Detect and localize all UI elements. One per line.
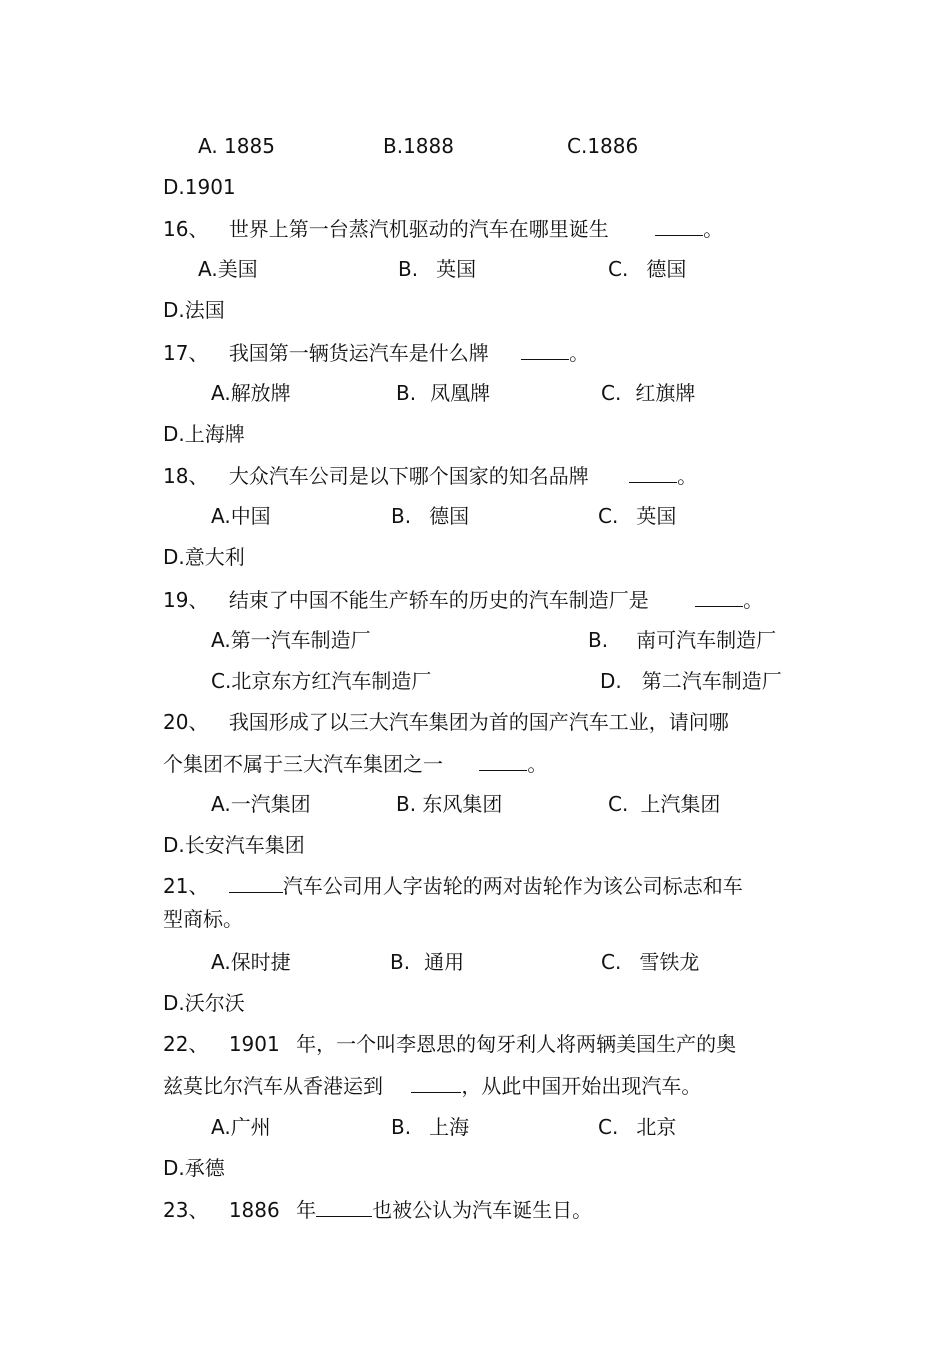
q19-end: 。 xyxy=(743,588,764,612)
q19-option-d xyxy=(600,668,782,694)
q16-option-b-letter: B. xyxy=(398,257,419,281)
q19-stem xyxy=(163,586,763,613)
q22-option-b xyxy=(391,1114,469,1140)
q20-number: 20、 xyxy=(163,710,209,734)
q15-option-a: A. 1885 xyxy=(198,134,275,158)
q22-number: 22、 xyxy=(163,1032,209,1056)
q20-stem-line1 xyxy=(163,709,729,735)
q20-option-a: A.一汽集团 xyxy=(211,792,311,816)
q19-option-b-text: 南可汽车制造厂 xyxy=(636,628,777,652)
q23-text-a: 年 xyxy=(296,1198,317,1222)
q22-option-b-text: 上海 xyxy=(429,1115,470,1139)
q15-option-c: C.1886 xyxy=(567,134,639,158)
q19-blank xyxy=(695,586,743,607)
q18-option-b-letter: B. xyxy=(391,504,412,528)
q22-blank xyxy=(411,1072,461,1093)
q17-end: 。 xyxy=(569,341,590,365)
q23-stem xyxy=(163,1196,592,1223)
q17-option-c-letter: C. xyxy=(601,381,622,405)
q21-option-b-letter: B. xyxy=(390,950,411,974)
q21-stem-line2: 型商标。 xyxy=(163,907,243,931)
q18-option-b-text: 德国 xyxy=(429,504,470,528)
q16-blank xyxy=(655,215,703,236)
q22-option-b-letter: B. xyxy=(391,1115,412,1139)
q18-stem xyxy=(163,462,697,489)
q22-option-d: D.承德 xyxy=(163,1156,225,1180)
q17-option-b-text: 凤凰牌 xyxy=(430,381,491,405)
q19-option-c: C.北京东方红汽车制造厂 xyxy=(211,669,432,693)
q18-end: 。 xyxy=(677,464,698,488)
q22-option-c xyxy=(598,1114,676,1140)
q18-option-d: D.意大利 xyxy=(163,545,245,569)
q18-option-c-text: 英国 xyxy=(636,504,677,528)
q17-stem xyxy=(163,339,589,366)
q17-text: 我国第一辆货运汽车是什么牌 xyxy=(228,341,489,365)
q20-text-1: 我国形成了以三大汽车集团为首的国产汽车工业，请问哪 xyxy=(228,710,729,734)
q16-option-b xyxy=(398,256,476,282)
q18-number: 18、 xyxy=(163,464,209,488)
q22-option-c-text: 北京 xyxy=(636,1115,677,1139)
q18-option-c xyxy=(598,503,676,529)
q16-end: 。 xyxy=(703,217,724,241)
q22-option-a: A.广州 xyxy=(211,1115,271,1139)
q16-option-d: D.法国 xyxy=(163,298,225,322)
q17-option-a: A.解放牌 xyxy=(211,381,291,405)
q19-option-b-letter: B. xyxy=(588,628,609,652)
q20-option-c-letter: C. xyxy=(608,792,629,816)
q21-blank xyxy=(229,872,283,893)
q20-option-d: D.长安汽车集团 xyxy=(163,833,305,857)
q22-text-2a: 兹莫比尔汽车从香港运到 xyxy=(163,1074,383,1098)
q22-text-2b: ，从此中国开始出现汽车。 xyxy=(461,1074,702,1098)
q20-option-c-text: 上汽集团 xyxy=(640,792,721,816)
q17-blank xyxy=(521,339,569,360)
q22-year: 1901 xyxy=(228,1032,280,1056)
q21-stem-line1 xyxy=(163,872,743,899)
q21-option-b xyxy=(390,949,464,975)
q17-option-c-text: 红旗牌 xyxy=(635,381,696,405)
q17-option-d: D.上海牌 xyxy=(163,422,245,446)
q16-number: 16、 xyxy=(163,217,209,241)
q20-stem-line2 xyxy=(163,750,547,777)
q17-option-b-letter: B. xyxy=(396,381,417,405)
q15-option-b: B.1888 xyxy=(383,134,454,158)
q21-option-c xyxy=(601,949,699,975)
q20-option-b: B. 东风集团 xyxy=(396,792,503,816)
q21-option-c-letter: C. xyxy=(601,950,622,974)
q20-option-c xyxy=(608,791,720,817)
q16-option-c xyxy=(608,256,686,282)
q21-text-1: 汽车公司用人字齿轮的两对齿轮作为该公司标志和车 xyxy=(282,874,743,898)
q15-option-d: D.1901 xyxy=(163,175,236,199)
q16-text: 世界上第一台蒸汽机驱动的汽车在哪里诞生 xyxy=(228,217,609,241)
q23-year: 1886 xyxy=(228,1198,280,1222)
q21-option-c-text: 雪铁龙 xyxy=(639,950,700,974)
q22-text-1: 年，一个叫李恩思的匈牙利人将两辆美国生产的奥 xyxy=(296,1032,737,1056)
q18-option-a: A.中国 xyxy=(211,504,271,528)
q16-option-c-text: 德国 xyxy=(646,257,687,281)
q18-blank xyxy=(629,462,677,483)
q16-stem xyxy=(163,215,723,242)
q21-option-a: A.保时捷 xyxy=(211,950,291,974)
q22-stem-line1 xyxy=(163,1031,736,1057)
q17-option-b xyxy=(396,380,490,406)
q17-option-c xyxy=(601,380,695,406)
q21-option-d: D.沃尔沃 xyxy=(163,991,245,1015)
q18-option-c-letter: C. xyxy=(598,504,619,528)
q19-text: 结束了中国不能生产轿车的历史的汽车制造厂是 xyxy=(228,588,649,612)
q17-number: 17、 xyxy=(163,341,209,365)
q18-option-b xyxy=(391,503,469,529)
q23-blank xyxy=(316,1196,372,1217)
q21-number: 21、 xyxy=(163,874,209,898)
q22-option-c-letter: C. xyxy=(598,1115,619,1139)
q20-blank xyxy=(479,750,527,771)
q19-option-b xyxy=(588,627,776,653)
q19-number: 19、 xyxy=(163,588,209,612)
q18-text: 大众汽车公司是以下哪个国家的知名品牌 xyxy=(228,464,589,488)
q20-text-2: 个集团不属于三大汽车集团之一 xyxy=(163,752,443,776)
q23-text-b: 也被公认为汽车诞生日。 xyxy=(372,1198,593,1222)
q19-option-d-letter: D. xyxy=(600,669,622,693)
q16-option-a: A.美国 xyxy=(198,257,258,281)
q22-stem-line2 xyxy=(163,1072,701,1099)
q19-option-a: A.第一汽车制造厂 xyxy=(211,628,371,652)
q16-option-c-letter: C. xyxy=(608,257,629,281)
q21-option-b-text: 通用 xyxy=(424,950,465,974)
q23-number: 23、 xyxy=(163,1198,209,1222)
q16-option-b-text: 英国 xyxy=(436,257,477,281)
q19-option-d-text: 第二汽车制造厂 xyxy=(641,669,782,693)
q20-end: 。 xyxy=(527,752,548,776)
